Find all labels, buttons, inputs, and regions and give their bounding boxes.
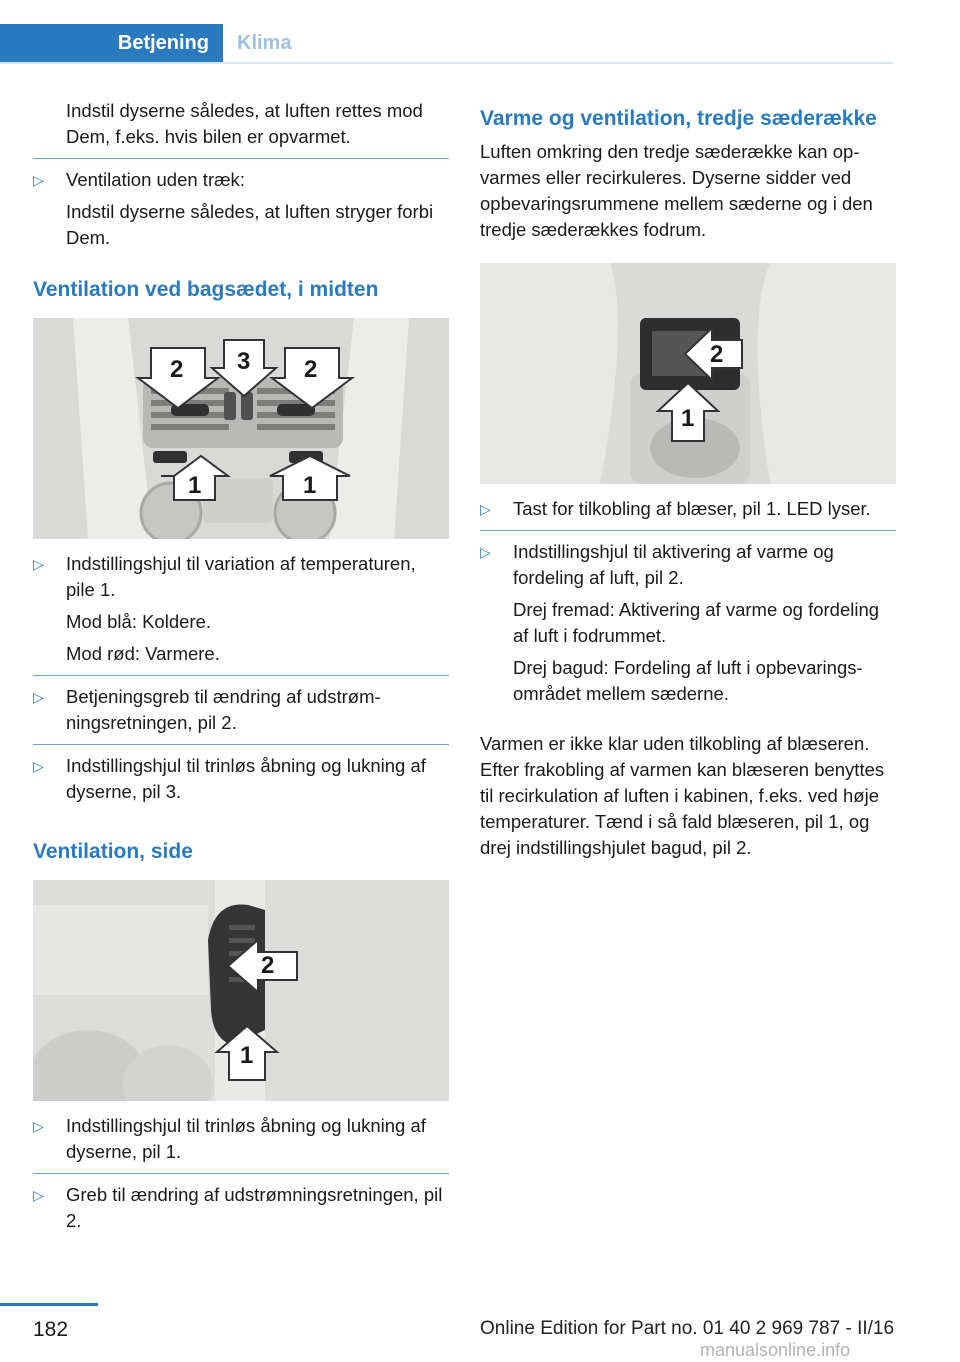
- edition-text: Online Edition for Part no. 01 40 2 969 787 - II/16: [480, 1318, 895, 1339]
- separator: [33, 158, 449, 159]
- tab-klima[interactable]: Klima: [237, 32, 292, 54]
- list-item-text: Tast for tilkobling af blæser, pil 1. LED lyser.: [513, 498, 871, 519]
- bullet-arrow-icon: ▷: [33, 689, 44, 705]
- list-item: [480, 539, 896, 707]
- bullet-arrow-icon: ▷: [33, 172, 44, 188]
- chapter-tabs: [0, 24, 893, 64]
- heading-third-row: Varme og ventilation, tredje sæderække: [480, 107, 877, 130]
- heading-middle-ventilation: Ventilation ved bagsædet, i midten: [33, 278, 379, 301]
- callout-label: 1: [188, 472, 202, 499]
- callout-label: 2: [170, 356, 184, 383]
- photo-third-row-vent: [480, 263, 896, 484]
- list-item-text: Ventilation uden træk:: [66, 169, 245, 190]
- callout-label: 2: [710, 341, 724, 368]
- photo-side-vent: [33, 880, 449, 1101]
- bullet-arrow-icon: ▷: [480, 544, 491, 560]
- callout-label: 1: [303, 472, 317, 499]
- list-item: [33, 167, 449, 251]
- callout-label: 2: [261, 952, 275, 979]
- third-row-illustration: [480, 263, 896, 484]
- watermark-text: manualsonline.info: [700, 1340, 851, 1360]
- list-item: [33, 551, 449, 667]
- callout-label: 2: [304, 356, 318, 383]
- list-item-text: Indstillingshjul til trinløs åbning og lukning af dyserne, pil 3.: [66, 755, 426, 802]
- list-item: [33, 684, 449, 736]
- page-number: 182: [33, 1318, 69, 1341]
- callout-label: 1: [681, 405, 695, 432]
- right-column: [480, 106, 896, 861]
- list-item-text: Indstillingshjul til trinløs åbning og lukning af dyserne, pil 1.: [66, 1115, 426, 1162]
- callout-label: 3: [237, 348, 251, 375]
- separator: [480, 530, 896, 531]
- list-item-text: Greb til ændring af udstrømningsretningen, pil 2.: [66, 1184, 443, 1231]
- tab-betjening[interactable]: Betjening: [0, 24, 223, 62]
- list-item-subtext: Mod blå: Koldere.: [66, 611, 212, 632]
- paragraph-outro: Varmen er ikke klar uden tilkobling af blæseren. Efter frakobling af varmen kan blæseren benyttes til recirkulation af luften i kabinen, f.eks. ved høje temperaturer. Tænd i så fald blæseren, pil 1, og drej indstillingshjulet bagud, pil 2.: [480, 733, 885, 858]
- paragraph-continued: Indstil dyserne således, at luften rettes mod Dem, f.eks. hvis bilen er opvarmet.: [66, 100, 423, 147]
- list-item: [480, 496, 896, 522]
- list-item: [33, 1113, 449, 1165]
- separator: [33, 675, 449, 676]
- bullet-arrow-icon: ▷: [33, 758, 44, 774]
- list-item: [33, 1182, 449, 1234]
- list-item-text: Indstillingshjul til aktivering af varme og fordeling af luft, pil 2.: [513, 541, 834, 588]
- bullet-arrow-icon: ▷: [33, 556, 44, 572]
- footer-rule: [0, 1303, 98, 1306]
- list-item-text: Indstillingshjul til variation af temperaturen, pile 1.: [66, 553, 416, 600]
- paragraph-intro: Luften omkring den tredje sæderække kan opvarmes eller recirkuleres. Dyserne sidder ved opbevaringsrummene mellem sæderne og i den tredje sæderækkes fodrum.: [480, 141, 873, 240]
- separator: [33, 744, 449, 745]
- photo-middle-vents: [33, 318, 449, 539]
- bullet-arrow-icon: ▷: [33, 1118, 44, 1134]
- list-item-subtext: Drej fremad: Aktivering af varme og fordeling af luft i fodrummet.: [513, 599, 880, 646]
- separator: [33, 1173, 449, 1174]
- left-column: [33, 98, 449, 1234]
- bullet-arrow-icon: ▷: [480, 501, 491, 517]
- heading-side-ventilation: Ventilation, side: [33, 840, 193, 863]
- list-item-text: Betjeningsgreb til ændring af udstrømningsretningen, pil 2.: [66, 686, 381, 733]
- list-item-subtext: Indstil dyserne således, at luften stryger forbi Dem.: [66, 201, 434, 248]
- bullet-arrow-icon: ▷: [33, 1187, 44, 1203]
- list-item: [33, 753, 449, 805]
- list-item-subtext: Mod rød: Varmere.: [66, 643, 220, 664]
- callout-label: 1: [240, 1042, 254, 1069]
- list-item-subtext: Drej bagud: Fordeling af luft i opbevaringsområdet mellem sæderne.: [513, 657, 863, 704]
